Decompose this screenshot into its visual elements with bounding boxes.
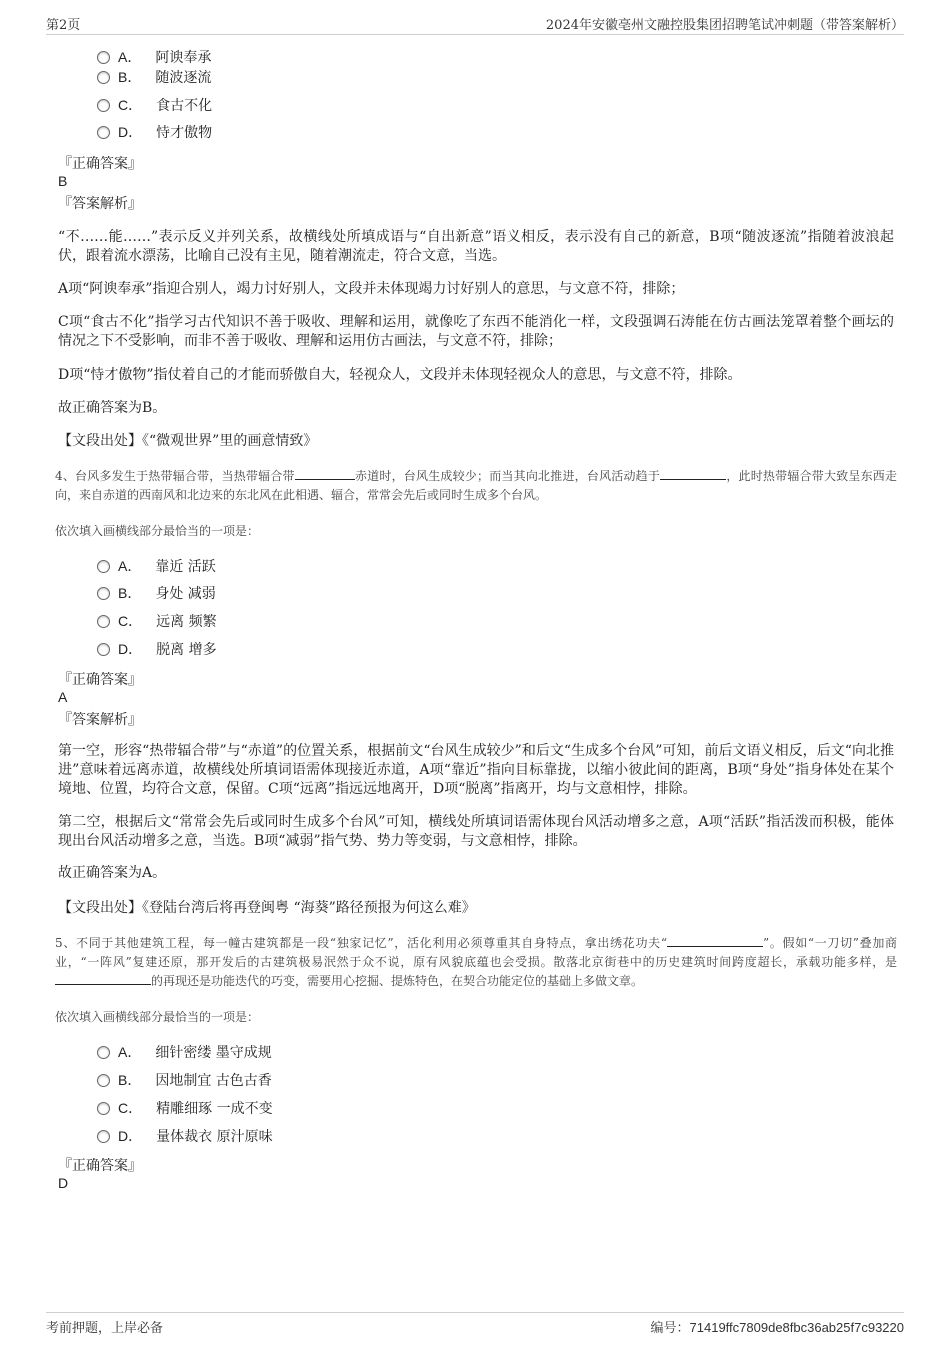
q4-analysis-para: 第二空，根据后文“常常会先后或同时生成多个台风”可知，横线处所填词语需体现台风活动增多之意，A项“活跃”指活泼而积极，能体现出台风活动增多之意，当选。B项“减弱”指气势、势力等变弱，与文意相悖，排除。	[58, 814, 894, 849]
q3-analysis-para: C项“食古不化”指学习古代知识不善于吸收、理解和运用，就像吃了东西不能消化一样，文段强调石涛能在仿古画法笼罩着整个画坛的情况之下不受影响，而非不善于吸收、理解和运用仿古画法，与文意不符，排除；	[58, 314, 894, 349]
q3-option-d[interactable]: D． 恃才傲物	[97, 121, 212, 143]
q3-source: 【文段出处】《“微观世界”里的画意情致》	[58, 433, 318, 449]
q3-analysis-label: 『答案解析』	[58, 196, 142, 212]
q3-option-b[interactable]: B． 随波逐流	[97, 66, 211, 88]
page-number: 第2页	[46, 18, 81, 33]
q5-option-b[interactable]: B． 因地制宜 古色古香	[97, 1069, 272, 1091]
footer-slogan: 考前押题，上岸必备	[46, 1321, 164, 1336]
q4-option-c[interactable]: C． 远离 频繁	[97, 610, 217, 632]
q5-answer: D	[58, 1175, 69, 1191]
blank-line	[660, 467, 726, 480]
radio-icon[interactable]	[97, 71, 110, 84]
q4-answer-label: 『正确答案』	[58, 672, 142, 688]
q4-option-a[interactable]: A． 靠近 活跃	[97, 555, 216, 577]
q3-conclusion: 故正确答案为B。	[58, 400, 167, 416]
q5-instruction: 依次填入画横线部分最恰当的一项是：	[55, 1010, 260, 1024]
radio-icon[interactable]	[97, 1046, 110, 1059]
radio-icon[interactable]	[97, 587, 110, 600]
q4-analysis-para: 第一空，形容“热带辐合带”与“赤道”的位置关系，根据前文“台风生成较少”和后文“生成多个台风”可知，前后文语义相反，后文“向北推进”意味着远离赤道，故横线处所填词语需体现接近赤道，A项“靠近”指向目标靠拢，以缩小彼此间的距离，B项“身处”指身体处在某个境地、位置，均符合文意，保留。C项“远离”指远远地离开，D项“脱离”指离开，均与文意相悖，排除。	[58, 743, 894, 797]
q4-conclusion: 故正确答案为A。	[58, 865, 167, 881]
radio-icon[interactable]	[97, 615, 110, 628]
q4-answer: A	[58, 689, 68, 705]
q3-option-a[interactable]: A． 阿谀奉承	[97, 46, 211, 68]
q4-source: 【文段出处】《登陆台湾后将再登闽粤 “海葵”路径预报为何这么难》	[58, 900, 476, 916]
radio-icon[interactable]	[97, 1102, 110, 1115]
page-header	[46, 12, 904, 35]
blank-line	[295, 467, 355, 480]
radio-icon[interactable]	[97, 99, 110, 112]
q4-option-d[interactable]: D． 脱离 增多	[97, 638, 217, 660]
radio-icon[interactable]	[97, 1074, 110, 1087]
q5-option-d[interactable]: D． 量体裁衣 原汁原味	[97, 1125, 273, 1147]
page-footer	[46, 1312, 904, 1337]
q4-analysis-label: 『答案解析』	[58, 712, 142, 728]
q3-analysis-para: A项“阿谀奉承”指迎合别人，竭力讨好别人，文段并未体现竭力讨好别人的意思，与文意不符，排除；	[58, 281, 685, 297]
q5-option-c[interactable]: C． 精雕细琢 一成不变	[97, 1097, 273, 1119]
q3-option-c[interactable]: C． 食古不化	[97, 94, 212, 116]
q5-stem: 5、不同于其他建筑工程，每一幢古建筑都是一段“独家记忆”，活化利用必须尊重其自身特点，拿出绣花功夫“ ”。假如“一刀切”叠加商业，“一阵风”复建还原，那开发后的古建筑极易泯然于众不说，原有风貌底蕴也会受损。散落北京街巷中的历史建筑时间跨度超长，承载功能多样，是的再现还是功能迭代的巧变，需要用心挖掘、提炼特色，在契合功能定位的基础上多做文章。	[55, 936, 898, 988]
q4-option-b[interactable]: B． 身处 减弱	[97, 582, 216, 604]
document-title: 2024年安徽亳州文融控股集团招聘笔试冲刺题（带答案解析）	[545, 18, 904, 33]
q3-analysis-para: “不……能……”表示反义并列关系，故横线处所填成语与“自出新意”语义相反，表示没有自己的新意，B项“随波逐流”指随着波浪起伏，跟着流水漂荡，比喻自己没有主见，随着潮流走，符合文意，当选。	[58, 229, 894, 264]
blank-line	[55, 972, 151, 985]
q3-analysis-para: D项“恃才傲物”指仗着自己的才能而骄傲自大，轻视众人，文段并未体现轻视众人的意思，与文意不符，排除。	[58, 367, 742, 383]
q4-instruction: 依次填入画横线部分最恰当的一项是：	[55, 524, 260, 538]
q3-answer: B	[58, 173, 68, 189]
radio-icon[interactable]	[97, 560, 110, 573]
blank-line	[667, 934, 763, 947]
document-id: 编号：71419ffc7809de8fbc36ab25f7c93220	[650, 1320, 904, 1335]
q3-answer-label: 『正确答案』	[58, 156, 142, 172]
radio-icon[interactable]	[97, 1130, 110, 1143]
radio-icon[interactable]	[97, 126, 110, 139]
radio-icon[interactable]	[97, 51, 110, 64]
radio-icon[interactable]	[97, 643, 110, 656]
q4-stem: 4、台风多发生于热带辐合带，当热带辐合带 赤道时，台风生成较少；而当其向北推进，台风活动趋于 ，此时热带辐合带大致呈东西走向，来自赤道的西南风和北边来的东北风在此相遇、辐合，常常会先后或同时生成多个台风。	[55, 469, 897, 502]
q5-answer-label: 『正确答案』	[58, 1158, 142, 1174]
q5-option-a[interactable]: A． 细针密缕 墨守成规	[97, 1041, 272, 1063]
